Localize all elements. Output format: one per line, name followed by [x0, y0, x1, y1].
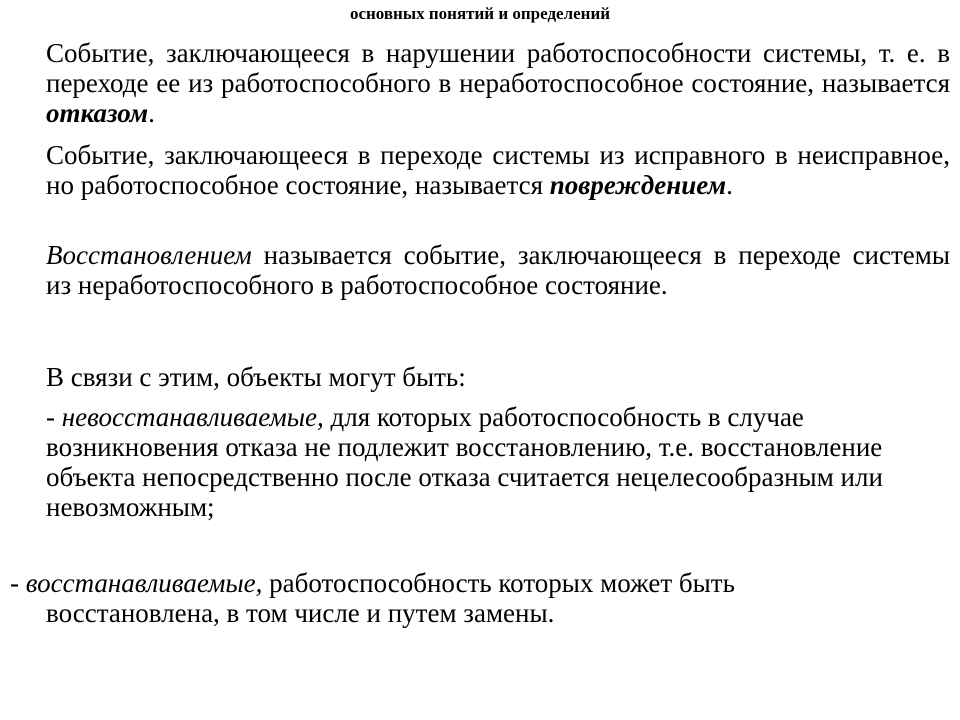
definition-failure-text: Событие, заключающееся в нарушении работоспособности системы, т. е. в переходе ее из работоспособного в неработоспособное состояние, называется: [46, 38, 950, 98]
definition-failure-end: .: [148, 98, 155, 128]
restorable-text-line1: работоспособность которых может быть: [262, 568, 735, 598]
page-header: основных понятий и определений: [349, 4, 611, 23]
list-dash: -: [10, 568, 26, 598]
term-nonrestorable: невосстанавливаемые,: [61, 402, 324, 432]
definition-failure: [46, 38, 950, 128]
term-restoration: Восстановлением: [46, 240, 252, 270]
term-failure: отказом: [46, 98, 149, 128]
term-restorable: восстанавливаемые,: [25, 568, 263, 598]
definition-damage: [46, 140, 950, 200]
definition-damage-text: Событие, заключающееся в переходе системы из исправного в неисправное, но работоспособное состояние, называется: [46, 140, 950, 200]
definition-restoration: [46, 240, 950, 300]
list-item-nonrestorable: [46, 402, 950, 522]
definition-damage-end: .: [726, 170, 733, 200]
objects-intro: В связи с этим, объекты могут быть:: [46, 362, 466, 392]
restorable-text-line2: восстановлена, в том числе и путем замены.: [46, 598, 555, 628]
definition-restoration-text: называется событие, заключающееся в переходе системы из неработоспособного в работоспособное состояние.: [46, 240, 950, 300]
list-dash: -: [46, 402, 62, 432]
list-item-restorable: [10, 568, 940, 628]
nonrestorable-text: для которых работоспособность в случае возникновения отказа не подлежит восстановлению, т.е. восстановление объекта непосредственно после отказа считается нецелесообразным или невозможным;: [46, 402, 883, 522]
term-damage: повреждением: [549, 170, 727, 200]
